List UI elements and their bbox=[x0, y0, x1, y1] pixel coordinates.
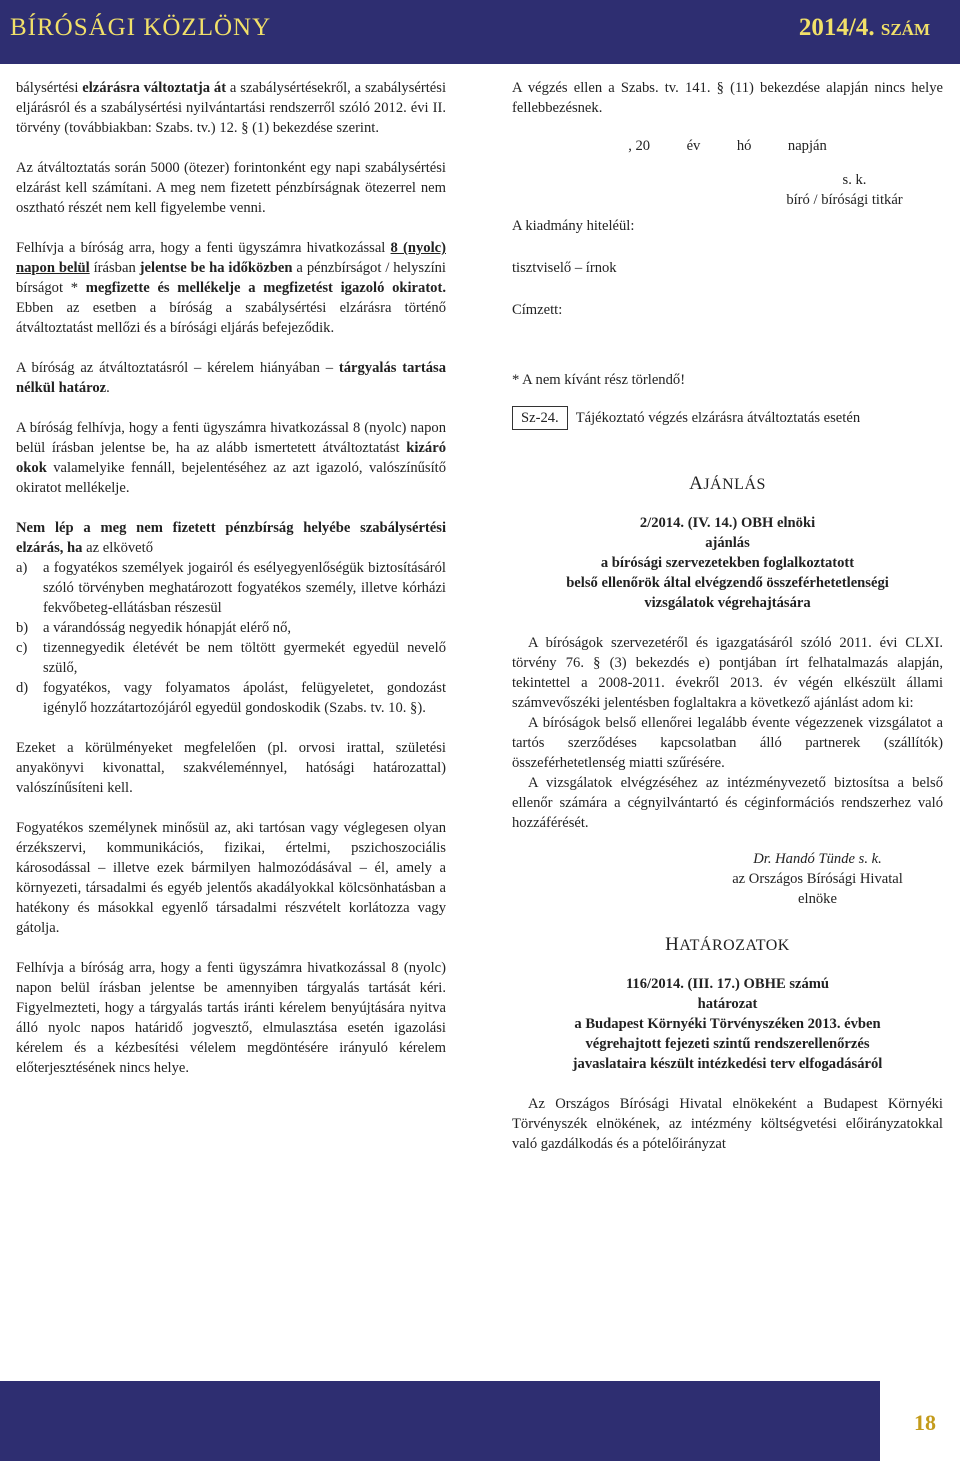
certified-copy-label: A kiadmány hiteléül: bbox=[512, 218, 635, 234]
bold-underline-text: 8 (nyolc) napon belül bbox=[16, 240, 446, 276]
issue-number-value: 2014/4. bbox=[798, 14, 875, 41]
paragraph: Felhívja a bíróság arra, hogy a fenti ügyszámra hivatkozással 8 (nyolc) napon belül írásban jelentse be amennyiben tárgyalás tartását kéri. Figyelmezteti, hogy a tárgyalás tartás iránti kérelem benyújtására nyitva álló nyolc napos határidő jogvesztő, elmulasztása esetén igazolási kérelem és a kézbesítési vélelem megdöntésére irányuló kérelem előterjesztésének nincs helye. bbox=[16, 960, 446, 1076]
signatory-block bbox=[692, 849, 943, 909]
list-label: d) bbox=[16, 680, 29, 696]
text: (1) bekezdése szerint. bbox=[248, 120, 379, 136]
footer-bar bbox=[0, 1381, 880, 1461]
date-line: , 20 év hó napján bbox=[628, 138, 827, 154]
paragraph bbox=[16, 78, 446, 138]
text: A bíróság felhívja, hogy a fenti ügyszámra hivatkozással 8 (nyolc) napon belül írásban jelentse be, ha az alább ismertetett átváltoztatást bbox=[16, 420, 446, 456]
list-item bbox=[16, 558, 446, 618]
list-item bbox=[16, 618, 446, 638]
signatory-name: Dr. Handó Tünde s. k. bbox=[753, 851, 882, 867]
text: bálysértési bbox=[16, 80, 83, 96]
title-line: a bírósági szervezetekben foglalkoztatott bbox=[600, 555, 855, 571]
sk-mark: s. k. bbox=[842, 172, 867, 188]
list-label: a) bbox=[16, 560, 28, 576]
title-line: határozat bbox=[697, 996, 758, 1012]
text: . bbox=[106, 380, 110, 396]
left-column bbox=[16, 78, 446, 1098]
recipient-label: Címzett: bbox=[512, 302, 563, 318]
list-item bbox=[16, 638, 446, 678]
list-label: c) bbox=[16, 640, 28, 656]
right-column bbox=[512, 78, 943, 1174]
exclusion-list bbox=[16, 558, 446, 718]
list-text: tizennegyedik életévét be nem töltött gyermekét egyedül nevelő szülő, bbox=[43, 640, 446, 676]
paragraph: A vizsgálatok elvégzéséhez az intézményvezető biztosítsa a belső ellenőr számára a cégnyilvántartó és céginformációs rendszerhez való hozzáférését. bbox=[512, 775, 943, 831]
text: az elkövető bbox=[82, 540, 153, 556]
list-text: fogyatékos, vagy folyamatos ápolást, felügyeletet, gondozást igénylő hozzátartozójáról egyedül gondoskodik (Szabs. tv. 10. §). bbox=[43, 680, 446, 716]
heading-rest: ATÁROZATOK bbox=[679, 937, 790, 954]
form-title: Tájékoztató végzés elzárásra átváltoztatás esetén bbox=[575, 410, 861, 426]
paragraph: Ezeket a körülményeket megfelelően (pl. orvosi irattal, születési anyakönyvi kivonattal, szakvéleménnyel, hatósági határozattal) valószínűsíteni kell. bbox=[16, 740, 446, 796]
judge-label: bíró / bírósági titkár bbox=[786, 192, 903, 208]
heading-rest: JÁNLÁS bbox=[703, 476, 766, 493]
paragraph: A bíróságok belső ellenőrei legalább évente végezzenek vizsgálatot a tartós szerződéses kapcsolatban álló partnerek (szállítók) összeférhetetlenség miatti szűrésére. bbox=[512, 715, 943, 771]
form-code-row bbox=[512, 406, 943, 430]
paragraph bbox=[16, 518, 446, 558]
bold-text: elzárásra változtatja át bbox=[82, 80, 227, 96]
paragraph: Az Országos Bírósági Hivatal elnökeként a Budapest Környéki Törvényszék elnökének, az intézmény költségvetési előirányzatokkal való gazdálkodás és a pótelőirányzat bbox=[512, 1096, 943, 1152]
list-text: a várandósság negyedik hónapját elérő nő, bbox=[43, 620, 292, 636]
issue-suffix: SZÁM bbox=[880, 20, 930, 39]
issue-number bbox=[799, 14, 930, 42]
publication-title: BÍRÓSÁGI KÖZLÖNY bbox=[10, 14, 272, 41]
footnote: * A nem kívánt rész törlendő! bbox=[512, 372, 686, 388]
page-number: 18 bbox=[914, 1410, 936, 1435]
signatory-role: elnöke bbox=[798, 891, 837, 907]
bold-text: megfizette és mellékelje a megfizetést igazoló okiratot. bbox=[85, 280, 446, 296]
title-line: a Budapest Környéki Törvényszéken 2013. évben bbox=[574, 1016, 881, 1032]
paragraph bbox=[16, 358, 446, 398]
title-line: ajánlás bbox=[705, 535, 750, 551]
paragraph: A bíróságok szervezetéről és igazgatásáról szóló 2011. évi CLXI. törvény 76. § (3) bekezdés e) pontjában írt felhatalmazás alapján, tekintettel a 2008-2011. évekről 2013. év végén elkészült állami számvevőszéki jelentésben foglaltakra a következő ajánlást adom ki: bbox=[512, 635, 943, 711]
form-code: Sz-24. bbox=[512, 406, 568, 430]
title-line: végrehajtott fejezeti szintű rendszerellenőrzés bbox=[585, 1036, 870, 1052]
paragraph bbox=[16, 238, 446, 338]
text: Felhívja a bíróság arra, hogy a fenti ügyszámra hivatkozással bbox=[16, 240, 391, 256]
text: a szabálysértésekről, a szabálysértési eljárásról és a szabálysértési nyilvántartási rendszerről szóló 2012. évi II. törvény (továbbiakban: Szabs. tv.) 12. bbox=[16, 80, 446, 136]
text: írásban bbox=[89, 260, 140, 276]
heading-initial: A bbox=[689, 473, 704, 494]
text: A bíróság az átváltoztatásról – kérelem hiányában – bbox=[16, 360, 339, 376]
title-line: vizsgálatok végrehajtására bbox=[644, 595, 811, 611]
section-sign: § bbox=[241, 120, 249, 136]
bold-text: kizáró okok bbox=[16, 440, 446, 476]
signatory-role: az Országos Bírósági Hivatal bbox=[732, 871, 903, 887]
title-line: belső ellenőrök által elvégzendő összeférhetetlenségi bbox=[566, 575, 889, 591]
list-text: a fogyatékos személyek jogairól és esélyegyenlőségük biztosításáról szóló törvényben meghatározott fogyatékos személy, illetve kórházi fekvőbeteg-ellátásban részesül bbox=[43, 560, 446, 616]
decision-title bbox=[512, 974, 943, 1074]
bold-text: jelentse be ha időközben bbox=[139, 260, 293, 276]
list-item bbox=[16, 678, 446, 718]
bold-text: Nem lép a meg nem fizetett pénzbírság helyébe szabálysértési elzárás, ha bbox=[16, 520, 446, 556]
recommendation-title bbox=[512, 513, 943, 613]
bold-text: tárgyalás tartása nélkül határoz bbox=[16, 360, 446, 396]
title-line: 116/2014. (III. 17.) OBHE számú bbox=[625, 976, 830, 992]
decisions-heading bbox=[512, 935, 943, 956]
paragraph: A végzés ellen a Szabs. tv. 141. § (11) bekezdése alapján nincs helye fellebbezésnek. bbox=[512, 80, 943, 116]
recommendation-heading bbox=[512, 474, 943, 495]
text: Ebben az esetben a bíróság a szabálysértési elzárásra történő átváltoztatást mellőzi és a bírósági eljárás befejeződik. bbox=[16, 300, 446, 336]
paragraph: Az átváltoztatás során 5000 (ötezer) forintonként egy napi szabálysértési elzárást kell számítani. A meg nem fizetett pénzbírságnak ötezerrel nem osztható részét nem kell figyelembe venni. bbox=[16, 160, 446, 216]
paragraph bbox=[16, 418, 446, 498]
title-line: javaslataira készült intézkedési terv elfogadásáról bbox=[572, 1056, 883, 1072]
paragraph: Fogyatékos személynek minősül az, aki tartósan vagy véglegesen olyan érzékszervi, kommunikációs, fizikai, értelmi, pszichoszociális károsodással – illetve ezek bármilyen halmozódásával – él, amely a környezeti, társadalmi és egyéb jelentős akadályokkal kölcsönhatásban a hatékony és másokkal egyenlő társadalmi részvételt korlátozza vagy gátolja. bbox=[16, 820, 446, 936]
heading-initial: H bbox=[665, 934, 680, 955]
signature-block bbox=[512, 170, 937, 210]
text: a pénzbírságot / helyszíni bírságot * bbox=[16, 260, 446, 296]
page-header bbox=[0, 0, 960, 64]
title-line: 2/2014. (IV. 14.) OBH elnöki bbox=[639, 515, 816, 531]
list-label: b) bbox=[16, 620, 29, 636]
text: valamelyike fennáll, bejelentéséhez az azt igazoló, valószínűsítő okiratot mellékelje. bbox=[16, 460, 446, 496]
clerk-label: tisztviselő – írnok bbox=[512, 260, 617, 276]
